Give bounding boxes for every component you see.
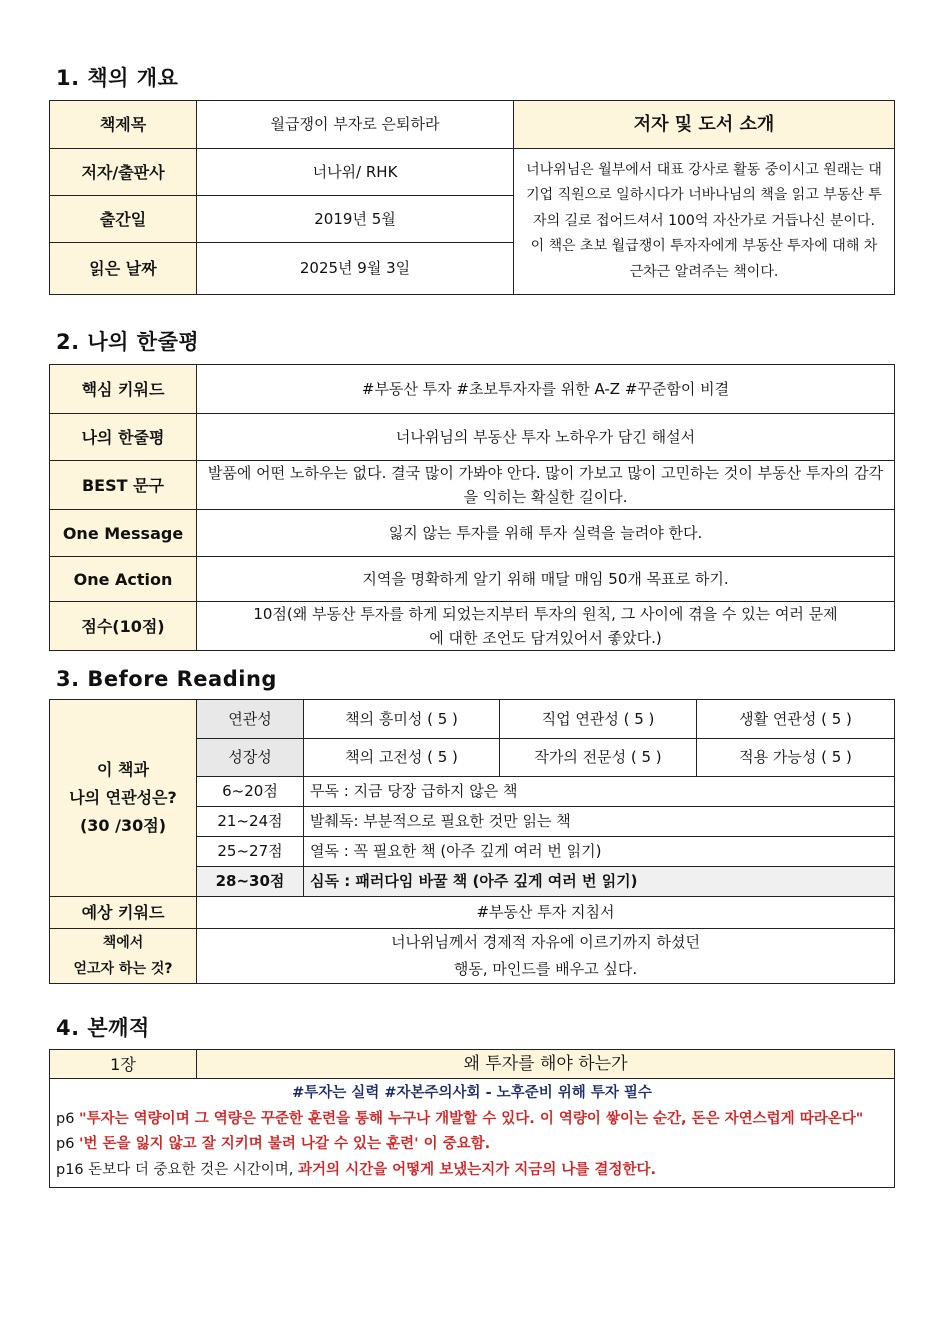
pub-date-label: 출간일 [50,196,197,243]
note-page: p16 [56,1161,84,1178]
read-date-label: 읽은 날짜 [50,243,197,295]
growth-category: 성장성 [197,739,304,777]
one-action-label: One Action [50,557,197,602]
one-message-value: 잃지 않는 투자를 위해 투자 실력을 늘려야 한다. [197,510,895,557]
review-table [49,364,895,651]
score-label: 점수(10점) [50,602,197,651]
note-item [56,1132,888,1158]
note-page: p6 [56,1110,75,1127]
note-item [56,1158,888,1184]
goal-value-line2: 행동, 마인드를 배우고 싶다. [453,960,638,978]
level-description: 무독 : 지금 당장 급하지 않은 책 [304,777,895,807]
note-page: p6 [56,1136,75,1152]
level-range-selected: 28~30점 [197,867,304,897]
expected-keyword-label: 예상 키워드 [50,897,197,929]
relevance-item-1: 책의 흥미성 ( 5 ) [304,700,500,739]
level-description-selected: 심독 : 패러다임 바꿀 책 (아주 깊게 여러 번 읽기) [304,867,895,897]
goal-value [197,929,895,984]
section-4-heading: 4. 본깨적 [56,1016,150,1040]
notes-table [49,1049,895,1188]
note-item [56,1107,888,1133]
relevance-score: (30 /30점) [79,816,167,835]
goal-label [50,929,197,984]
growth-item-2: 작가의 전문성 ( 5 ) [500,739,697,777]
relevance-side-label [50,700,197,897]
note-text: 돈보다 더 중요한 것은 시간이며, [88,1161,294,1178]
chapter-tags: #투자는 실력 #자본주의사회 - 노후준비 위해 투자 필수 [292,1085,652,1101]
one-action-value: 지역을 명확하게 알기 위해 매달 매임 50개 목표로 하기. [197,557,895,602]
score-value: 10점(왜 부동산 투자를 하게 되었는지부터 투자의 원칙, 그 사이에 겪을 수 있는 여러 문제에 대한 조언도 담겨있어서 좋았다.) [197,602,895,651]
book-title-value: 월급쟁이 부자로 은퇴하라 [197,101,514,149]
goal-value-line1: 너나위님께서 경제적 자유에 이르기까지 하셨던 [391,933,700,951]
goal-label-line1: 책에서 [102,935,144,951]
relevance-item-3: 생활 연관성 ( 5 ) [697,700,895,739]
goal-label-line2: 얻고자 하는 것? [73,961,173,977]
read-date-value: 2025년 9월 3일 [197,243,514,295]
relevance-item-2: 직업 연관성 ( 5 ) [500,700,697,739]
one-line-review-value: 너나위님의 부동산 투자 노하우가 담긴 해설서 [197,414,895,461]
book-title-label: 책제목 [50,101,197,149]
note-highlight: "투자는 역량이며 그 역량은 꾸준한 훈련을 통해 누구나 개발할 수 있다. 이 역량이 쌓이는 순간, 돈은 자연스럽게 따라온다" [79,1110,864,1127]
chapter-number: 1장 [50,1050,197,1079]
level-range: 6~20점 [197,777,304,807]
growth-item-1: 책의 고전성 ( 5 ) [304,739,500,777]
level-range: 25~27점 [197,837,304,867]
author-label: 저자/출판사 [50,149,197,196]
note-highlight: 과거의 시간을 어떻게 보냈는지가 지금의 나를 결정한다. [298,1161,656,1178]
keyword-label: 핵심 키워드 [50,365,197,414]
level-description: 발췌독: 부분적으로 필요한 것만 읽는 책 [304,807,895,837]
best-quote-value: 발품에 어떤 노하우는 없다. 결국 많이 가봐야 안다. 많이 가보고 많이 고민하는 것이 부동산 투자의 감각을 익히는 확실한 길이다. [197,461,895,510]
level-range: 21~24점 [197,807,304,837]
keyword-value: #부동산 투자 #초보투자자를 위한 A-Z #꾸준함이 비결 [197,365,895,414]
growth-item-3: 적용 가능성 ( 5 ) [697,739,895,777]
relevance-label-line2: 나의 연관성은? [69,788,177,807]
relevance-category: 연관성 [197,700,304,739]
expected-keyword-value: #부동산 투자 지침서 [197,897,895,929]
section-1-heading: 1. 책의 개요 [56,66,179,90]
notes-body [50,1079,895,1188]
level-description: 열독 : 꼭 필요한 책 (아주 깊게 여러 번 읽기) [304,837,895,867]
best-quote-label: BEST 문구 [50,461,197,510]
pub-date-value: 2019년 5월 [197,196,514,243]
author-intro-header: 저자 및 도서 소개 [514,101,895,149]
overview-table [49,100,895,295]
author-intro-text: 너나위님은 월부에서 대표 강사로 활동 중이시고 원래는 대기업 직원으로 일하시다가 너바나님의 책을 읽고 부동산 투자의 길로 접어드셔서 100억 자산가로 거듭나신 분이다. 이 책은 초보 월급쟁이 투자자에게 부동산 투자에 대해 차근차근 알려주는 책이다. [514,149,895,295]
author-value: 너나위/ RHK [197,149,514,196]
one-line-review-label: 나의 한줄평 [50,414,197,461]
before-reading-table [49,699,895,984]
relevance-label-line1: 이 책과 [97,760,149,779]
section-2-heading: 2. 나의 한줄평 [56,330,200,354]
note-highlight: '번 돈을 잃지 않고 잘 지키며 불려 나갈 수 있는 훈련' 이 중요함. [79,1136,491,1152]
section-3-heading: 3. Before Reading [56,667,277,691]
one-message-label: One Message [50,510,197,557]
chapter-title: 왜 투자를 해야 하는가 [197,1050,895,1079]
